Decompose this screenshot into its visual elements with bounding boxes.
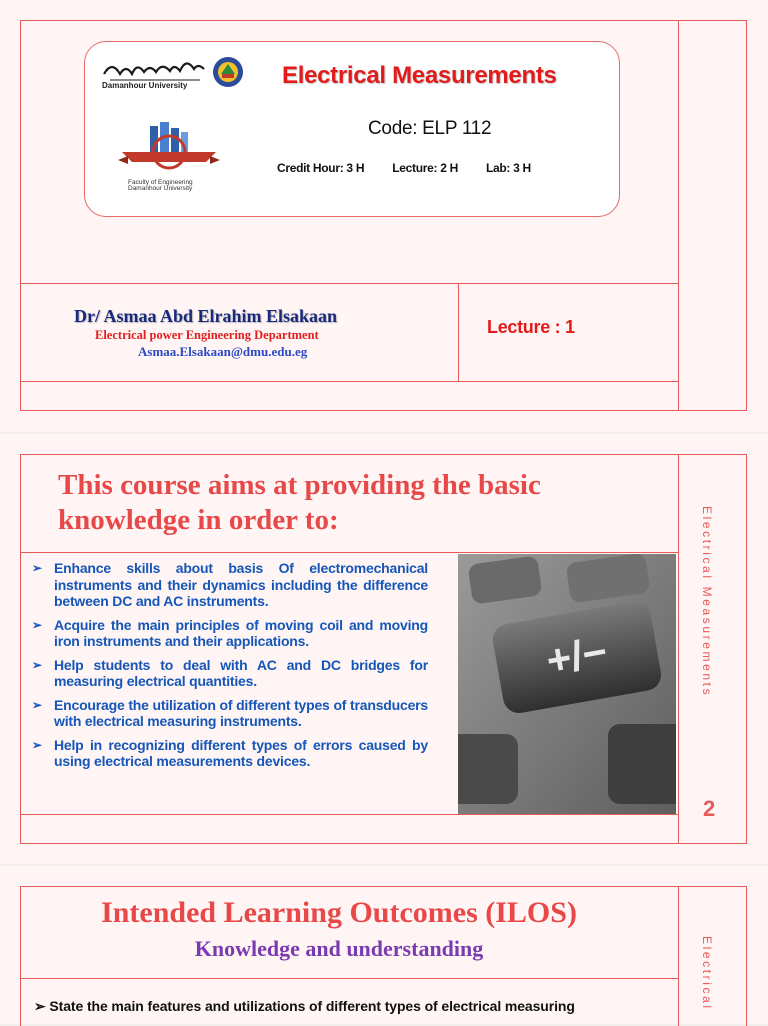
calculator-key-image <box>458 554 676 814</box>
slide-subtitle: Knowledge and understanding <box>194 936 484 961</box>
page-number: 2 <box>703 796 716 821</box>
aims-list <box>32 560 428 777</box>
title-slide <box>0 0 768 432</box>
course-code: Code: ELP 112 <box>368 118 492 139</box>
arrow-bullet-icon: ➢ <box>34 998 50 1014</box>
slide-title: Intended Learning Outcomes (ILOS) <box>101 896 577 929</box>
course-title: Electrical Measurements <box>282 62 557 89</box>
course-hours <box>277 161 531 175</box>
lecture-hours: Lecture: 2 H <box>392 161 458 175</box>
arrow-bullet-icon: ➢ <box>32 561 42 575</box>
author-name: Dr/ Asmaa Abd Elrahim Elsakaan <box>74 306 338 326</box>
lab-hours: Lab: 3 H <box>485 161 531 175</box>
author-email: Asmaa.Elsakaan@dmu.edu.eg <box>138 344 308 359</box>
slide-title: This course aims at providing the basic knowledge in order to: <box>58 469 541 536</box>
faculty-name: Faculty of Engineering Damanhour University <box>128 179 193 192</box>
side-label: Electrical Measurements <box>700 506 714 698</box>
list-item: ➢ Help in recognizing different types of errors caused by using electrical measurements devices. <box>32 736 428 769</box>
list-item: ➢ Acquire the main principles of moving coil and moving iron instruments and their applications. <box>32 616 428 649</box>
list-item: ➢ State the main features and utilizations of different types of electrical measuring <box>34 998 575 1014</box>
arrow-bullet-icon: ➢ <box>32 697 42 712</box>
author-department: Electrical power Engineering Department <box>95 328 319 342</box>
arrow-bullet-icon: ➢ <box>32 657 42 672</box>
credit-hour: Credit Hour: 3 H <box>277 161 365 175</box>
side-label: Electrical <box>700 936 714 1011</box>
key-label: +/− <box>542 627 611 685</box>
list-item: ➢ Enhance skills about basis Of electromechanical instruments and their dynamics including the difference between DC and AC instruments. <box>32 560 428 609</box>
course-aims-slide <box>0 434 768 864</box>
list-item: ➢ Help students to deal with AC and DC bridges for measuring electrical quantities. <box>32 656 428 689</box>
university-logo-icon <box>100 50 250 100</box>
list-item: ➢ Encourage the utilization of different types of transducers with electrical measuring instruments. <box>32 696 428 729</box>
university-name: Damanhour University <box>102 81 188 90</box>
ilos-slide <box>0 866 768 1024</box>
arrow-bullet-icon: ➢ <box>32 737 42 752</box>
arrow-bullet-icon: ➢ <box>32 617 42 632</box>
lecture-label: Lecture : 1 <box>487 317 575 337</box>
